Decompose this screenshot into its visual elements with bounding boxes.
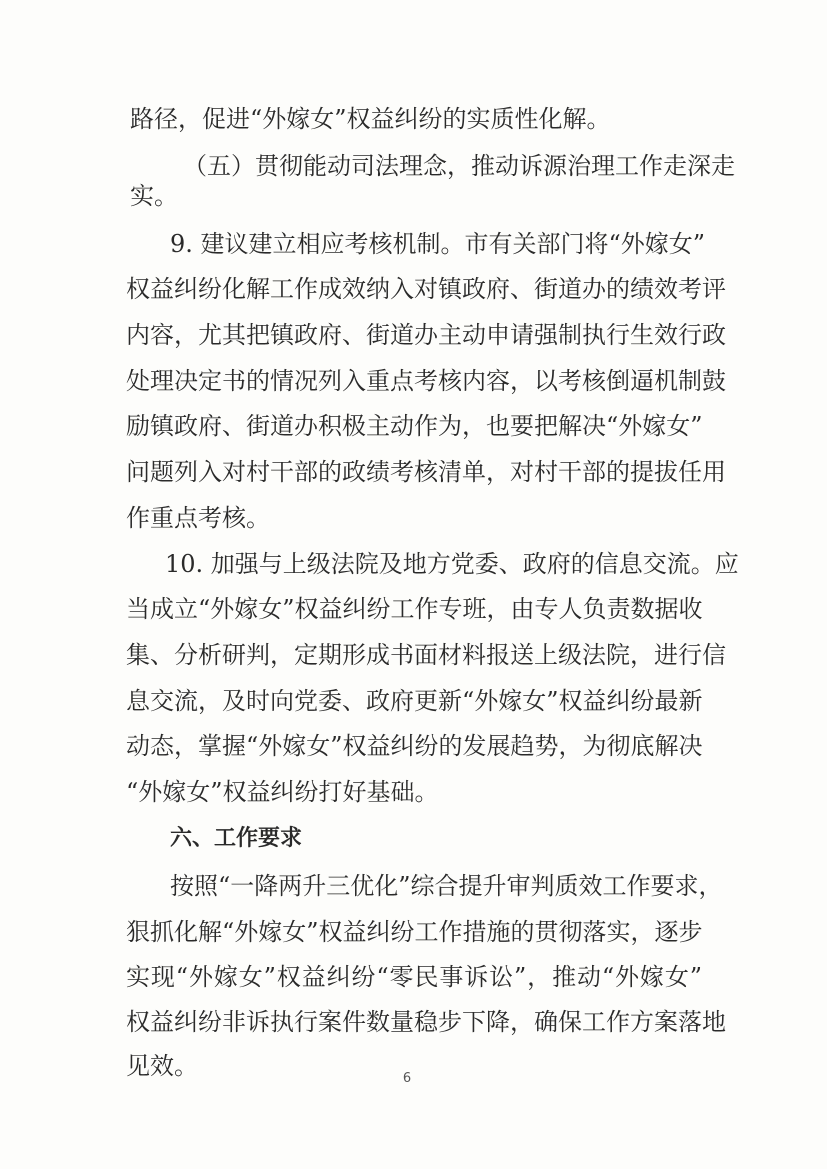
- text-line: 10. 加强与上级法院及地方党委、政府的信息交流。应: [165, 550, 739, 578]
- text-line: 作重点考核。: [126, 504, 270, 532]
- text-line: 路径，促进“外嫁女”权益纠纷的实质性化解。: [130, 105, 611, 133]
- text-line: 内容，尤其把镇政府、街道办主动申请强制执行生效行政: [126, 321, 726, 349]
- text-line: 按照“一降两升三优化”综合提升审判质效工作要求，: [170, 872, 723, 900]
- text-line: 9. 建议建立相应考核机制。市有关部门将“外嫁女”: [170, 230, 706, 258]
- text-line: 权益纠纷非诉执行案件数量稳步下降，确保工作方案落地: [126, 1008, 726, 1036]
- text-line: 问题列入对村干部的政绩考核清单，对村干部的提拔任用: [126, 458, 726, 486]
- text-line: 处理决定书的情况列入重点考核内容，以考核倒逼机制鼓: [126, 367, 726, 395]
- text-line: 见效。: [126, 1052, 198, 1080]
- text-line: 权益纠纷化解工作成效纳入对镇政府、街道办的绩效考评: [126, 275, 726, 303]
- section-heading: 六、工作要求: [170, 826, 303, 851]
- section-heading-line: （五）贯彻能动司法理念，推动诉源治理工作走深走: [183, 152, 735, 180]
- text-line: 实现“外嫁女”权益纠纷“零民事诉讼”，推动“外嫁女”: [126, 963, 702, 991]
- text-line: 动态，掌握“外嫁女”权益纠纷的发展趋势，为彻底解决: [126, 732, 703, 760]
- text-line: 集、分析研判，定期形成书面材料报送上级法院，进行信: [126, 641, 726, 669]
- text-line: “外嫁女”权益纠纷打好基础。: [126, 778, 439, 806]
- page-number: 6: [402, 1071, 412, 1086]
- text-line: 励镇政府、街道办积极主动作为，也要把解决“外嫁女”: [126, 412, 703, 440]
- text-line: 当成立“外嫁女”权益纠纷工作专班，由专人负责数据收: [126, 595, 703, 623]
- text-line: 狠抓化解“外嫁女”权益纠纷工作措施的贯彻落实，逐步: [126, 918, 703, 946]
- text-line: 息交流，及时向党委、政府更新“外嫁女”权益纠纷最新: [126, 687, 703, 715]
- text-line: 实。: [130, 182, 178, 210]
